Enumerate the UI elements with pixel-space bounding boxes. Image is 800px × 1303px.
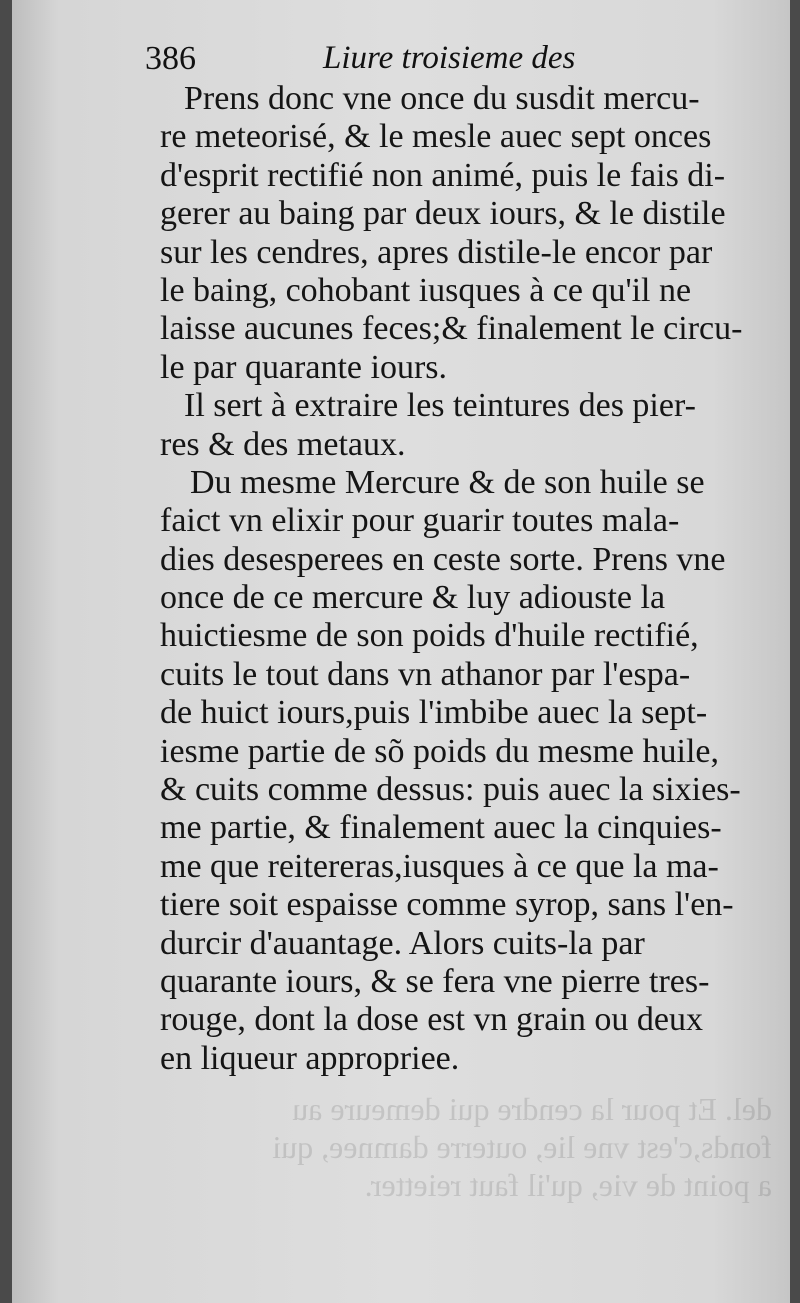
text-line: & cuits comme dessus: puis auec la sixies- bbox=[160, 771, 741, 809]
text-line: iesme partie de sõ poids du mesme huile, bbox=[160, 732, 719, 770]
text-line: laisse aucunes feces;& finalement le circu- bbox=[160, 310, 743, 348]
text-line: gerer au baing par deux iours, & le distile bbox=[160, 195, 726, 233]
text-line: me que reitereras,iusques à ce que la ma- bbox=[160, 847, 719, 885]
running-title: Liure troisieme des bbox=[323, 40, 576, 76]
text-line: cuits le tout dans vn athanor par l'espa- bbox=[160, 655, 691, 693]
bleed-through-text bbox=[182, 1090, 772, 1230]
text-line: d'esprit rectifié non animé, puis le fais di- bbox=[160, 156, 726, 194]
text-line: faict vn elixir pour guarir toutes mala- bbox=[160, 502, 680, 540]
bleed-line: fonds,c'est vne lie, outerre damnee, qui bbox=[272, 1129, 772, 1165]
bleed-line: a point de vie, qu'il faut reietter. bbox=[364, 1167, 772, 1203]
text-line: de huict iours,puis l'imbibe auec la sept- bbox=[160, 694, 708, 732]
text-line: huictiesme de son poids d'huile rectifié, bbox=[160, 617, 699, 655]
text-line: re meteorisé, & le mesle auec sept onces bbox=[160, 118, 712, 156]
text-line: Il sert à extraire les teintures des pier- bbox=[184, 387, 696, 425]
text-line: tiere soit espaisse comme syrop, sans l'en- bbox=[160, 886, 734, 924]
text-line: once de ce mercure & luy adiouste la bbox=[160, 579, 666, 617]
text-line: Du mesme Mercure & de son huile se bbox=[190, 463, 705, 501]
text-line: me partie, & finalement auec la cinquies- bbox=[160, 809, 722, 847]
text-line: le par quarante iours. bbox=[160, 348, 447, 386]
text-line: le baing, cohobant iusques à ce qu'il ne bbox=[160, 271, 692, 309]
paragraph-2 bbox=[160, 387, 770, 464]
bleed-line: del. Et pour la cendre qui demeure au bbox=[292, 1091, 772, 1127]
paragraph-3 bbox=[160, 464, 770, 1078]
page-number: 386 bbox=[145, 40, 196, 77]
text-line: res & des metaux. bbox=[160, 425, 406, 463]
text-line: quarante iours, & se fera vne pierre tres- bbox=[160, 962, 710, 1000]
paragraph-1 bbox=[160, 80, 770, 387]
text-line: rouge, dont la dose est vn grain ou deux bbox=[160, 1001, 703, 1039]
text-line: durcir d'auantage. Alors cuits-la par bbox=[160, 924, 645, 962]
text-line: sur les cendres, apres distile-le encor par bbox=[160, 233, 713, 271]
text-line: dies desesperees en ceste sorte. Prens vne bbox=[160, 540, 726, 578]
body-text bbox=[160, 80, 770, 1078]
text-line: en liqueur appropriee. bbox=[160, 1039, 460, 1077]
text-line: Prens donc vne once du susdit mercu- bbox=[184, 80, 700, 117]
